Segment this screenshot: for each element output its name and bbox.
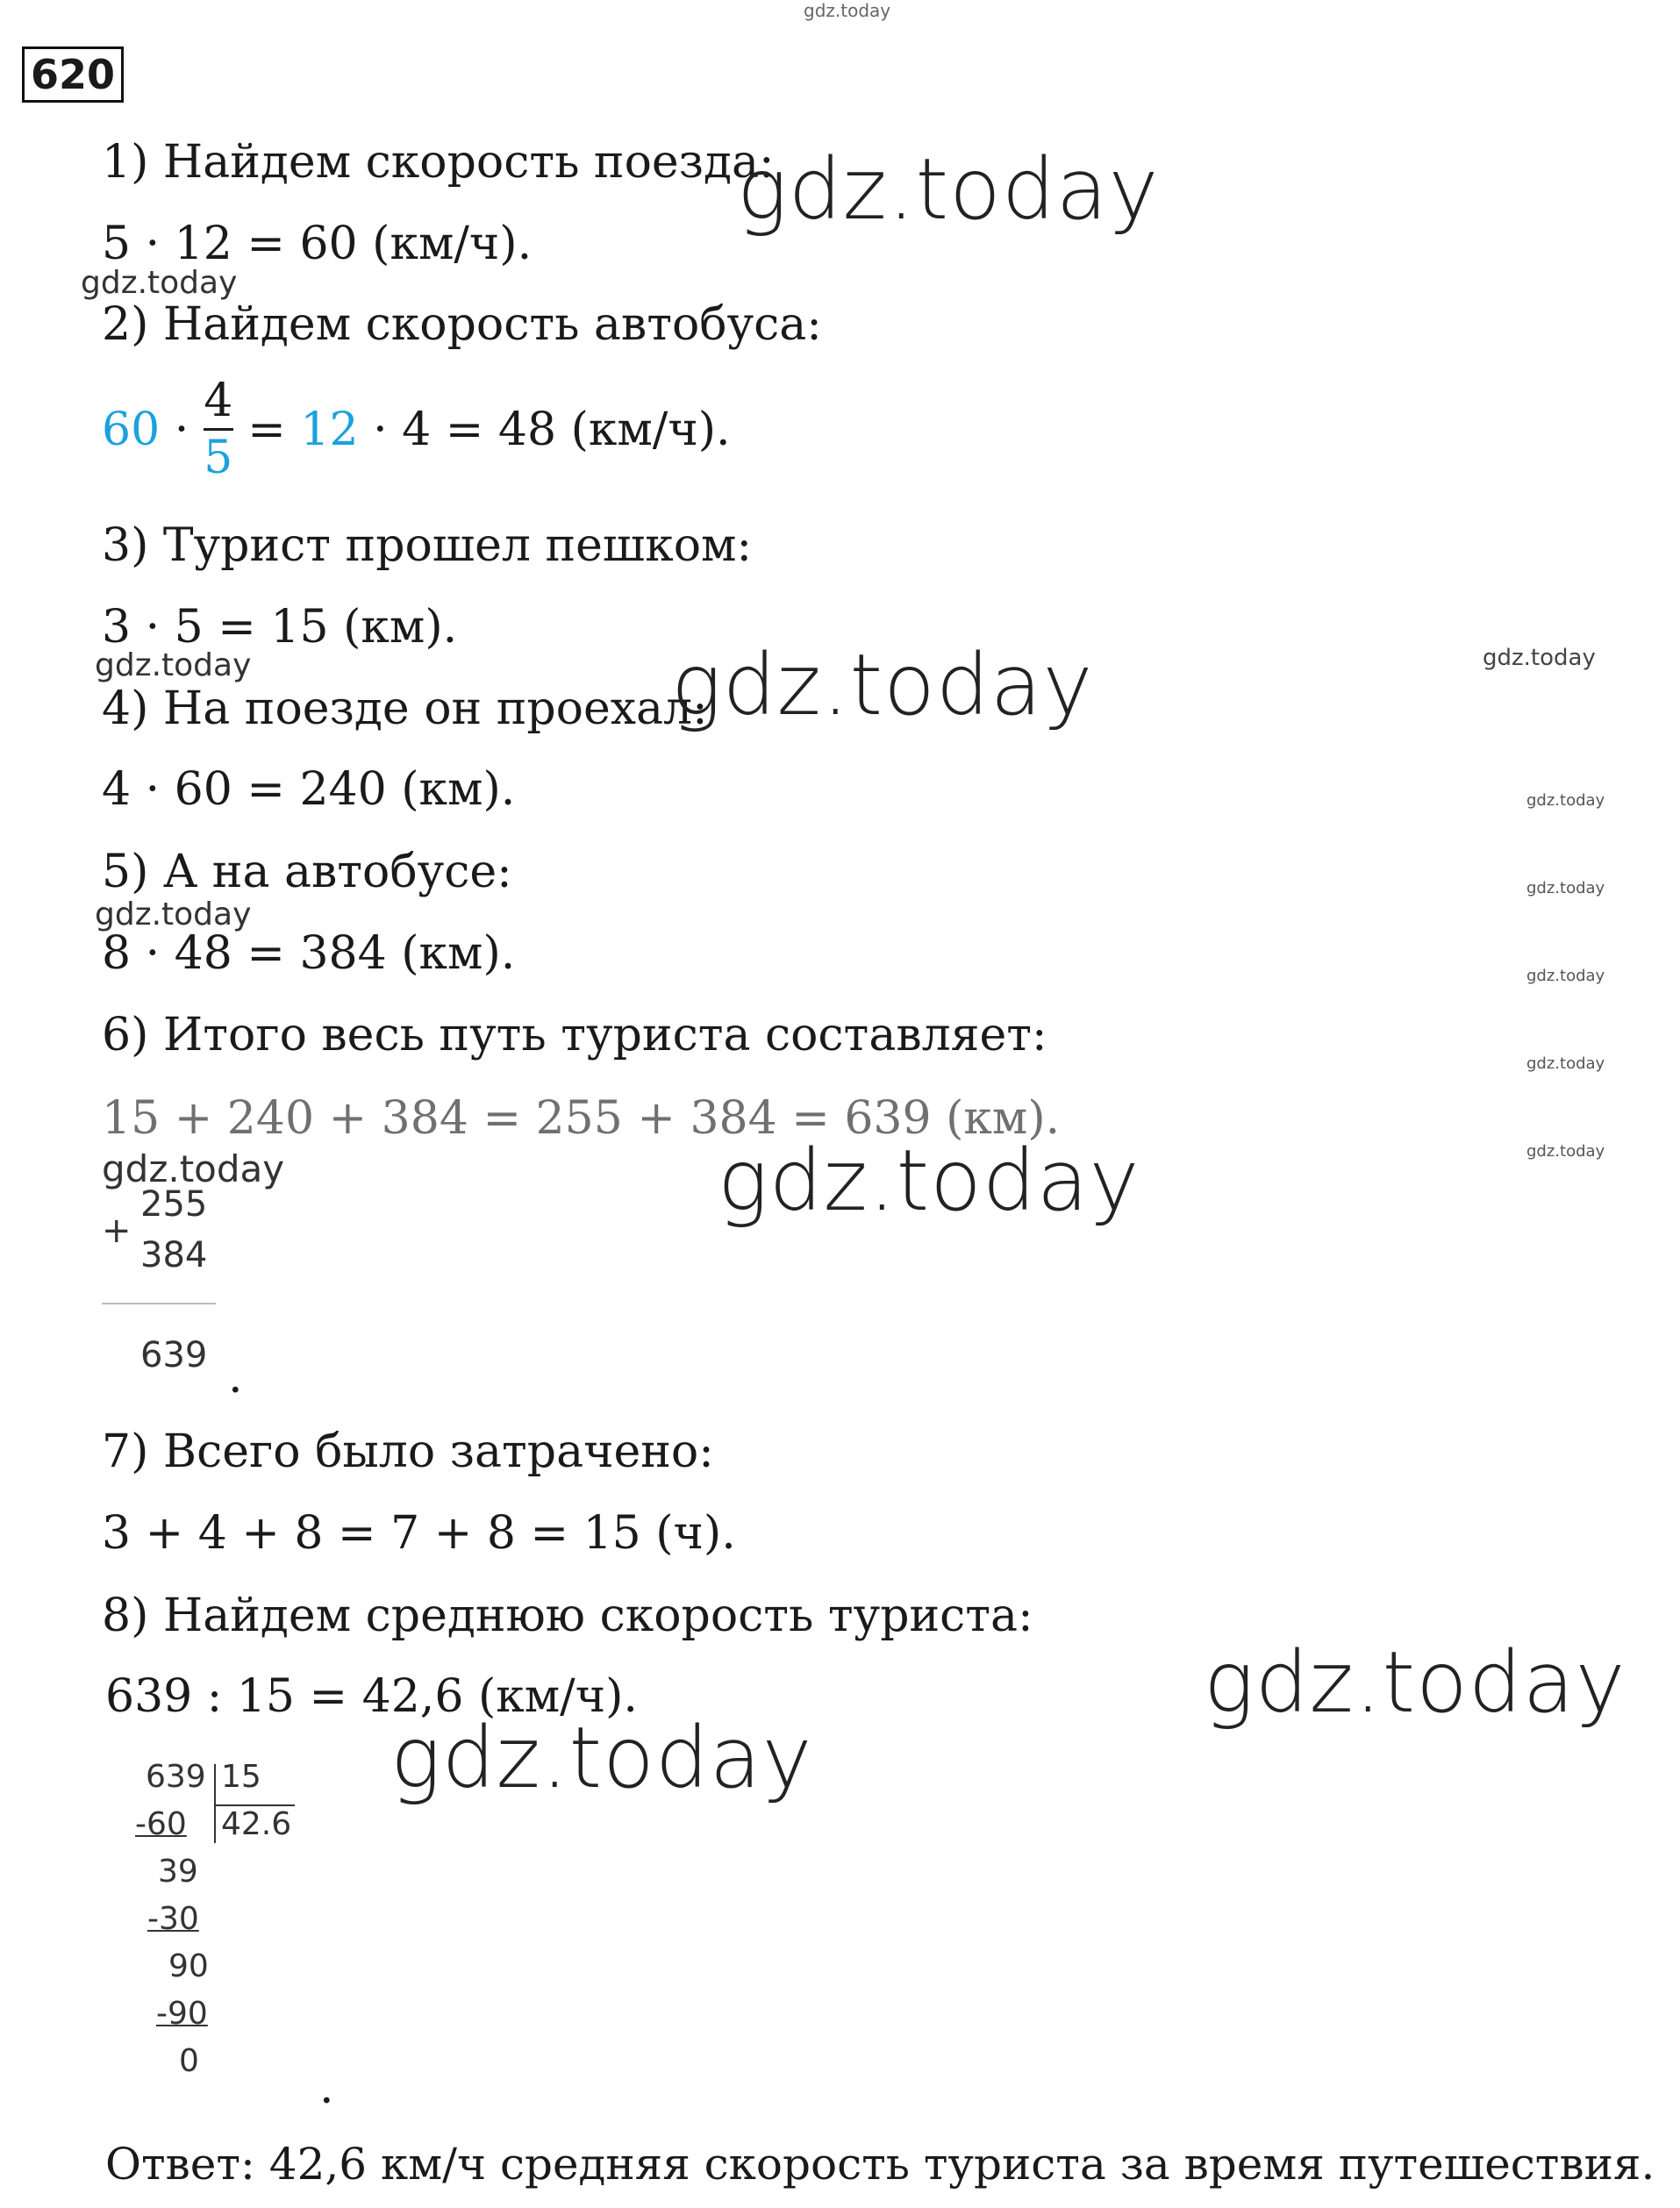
step-6-calc: 15 + 240 + 384 = 255 + 384 = 639 (км). <box>102 1092 1061 1145</box>
step-3-text: 3) Турист прошел пешком: <box>102 519 753 572</box>
fraction-numerator: 4 <box>204 375 233 427</box>
step-1-calc: 5 · 12 = 60 (км/ч). <box>102 218 533 270</box>
watermark-big: gdz.today <box>671 636 1094 734</box>
watermark-mid: gdz.today <box>95 897 252 933</box>
step-8-calc: 639 : 15 = 42,6 (км/ч). <box>105 1670 638 1723</box>
watermark-small: gdz.today <box>1526 967 1605 985</box>
watermark-big: gdz.today <box>718 1132 1140 1230</box>
watermark-small: gdz.today <box>1526 1142 1605 1161</box>
step-8-text: 8) Найдем среднюю скорость туриста: <box>102 1590 1033 1642</box>
watermark-mid: gdz.today <box>95 647 252 683</box>
division-row: 0 <box>179 2043 199 2079</box>
step-2-equals: = <box>232 404 301 456</box>
step-2-dot: · <box>160 404 204 456</box>
addition-plus-sign: + <box>102 1211 132 1251</box>
step-2-fraction <box>204 375 233 483</box>
watermark-big: gdz.today <box>737 140 1160 239</box>
division-dot: . <box>319 2062 334 2114</box>
addition-term-1: 255 <box>140 1184 208 1225</box>
task-number: 620 <box>22 46 124 103</box>
step-2-rest: · 4 = 48 (км/ч). <box>358 404 731 456</box>
addition-term-2: 384 <box>140 1235 208 1275</box>
fraction-bar <box>204 428 233 431</box>
step-7-text: 7) Всего было затрачено: <box>102 1426 714 1478</box>
addition-dot: . <box>228 1351 243 1404</box>
division-row: -90 <box>156 1996 208 2032</box>
step-4-calc: 4 · 60 = 240 (км). <box>102 763 516 816</box>
watermark-mid: gdz.today <box>1483 645 1596 671</box>
step-2-value-12: 12 <box>300 404 359 456</box>
step-5-text: 5) А на автобусе: <box>102 846 512 898</box>
watermark-mid: gdz.today <box>102 1147 285 1190</box>
answer: Ответ: 42,6 км/ч средняя скорость туриста за время путешествия. <box>105 2139 1655 2190</box>
division-row: -30 <box>147 1901 199 1937</box>
watermark-big: gdz.today <box>1204 1633 1626 1732</box>
watermark-small: gdz.today <box>1526 1054 1605 1073</box>
step-7-calc: 3 + 4 + 8 = 7 + 8 = 15 (ч). <box>102 1507 736 1560</box>
step-4-text: 4) На поезде он проехал: <box>102 682 708 735</box>
step-6-text: 6) Итого весь путь туриста составляет: <box>102 1009 1047 1061</box>
division-divisor: 15 <box>221 1759 261 1795</box>
division-row: -60 <box>135 1806 187 1842</box>
step-3-calc: 3 · 5 = 15 (км). <box>102 601 458 654</box>
step-2-text: 2) Найдем скорость автобуса: <box>102 298 822 351</box>
division-row: 39 <box>158 1854 198 1890</box>
division-dividend: 639 <box>146 1759 206 1795</box>
fraction-denominator: 5 <box>204 432 233 484</box>
division-vertical-line <box>214 1764 216 1843</box>
step-5-calc: 8 · 48 = 384 (км). <box>102 927 516 980</box>
watermark-top: gdz.today <box>804 0 891 21</box>
addition-line <box>102 1303 216 1304</box>
step-1-text: 1) Найдем скорость поезда: <box>102 136 775 189</box>
step-2-calc <box>102 375 731 511</box>
watermark-mid: gdz.today <box>81 265 238 301</box>
division-quotient: 42.6 <box>221 1806 292 1842</box>
long-division <box>132 1759 351 2079</box>
watermark-small: gdz.today <box>1526 791 1605 810</box>
watermark-big: gdz.today <box>390 1709 813 1807</box>
addition-result: 639 <box>140 1335 208 1376</box>
division-row: 90 <box>168 1948 209 1984</box>
watermark-small: gdz.today <box>1526 879 1605 897</box>
step-2-value-60: 60 <box>102 404 161 456</box>
